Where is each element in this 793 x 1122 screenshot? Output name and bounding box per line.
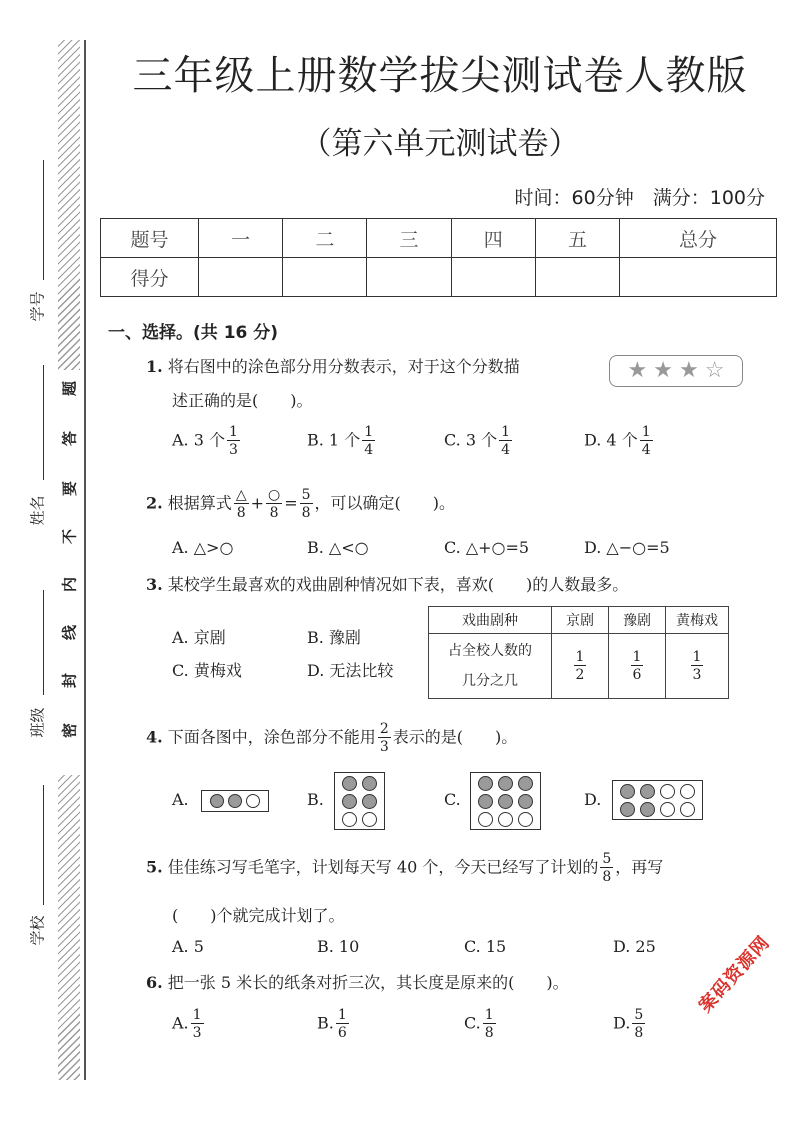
seal-char: 答 xyxy=(60,431,79,447)
school-blank xyxy=(43,785,44,905)
denominator: 8 xyxy=(301,505,311,521)
question-text: 将右图中的涂色部分用分数表示，对于这个分数描 xyxy=(167,357,520,376)
question-text-line2: 述正确的是( )。 xyxy=(172,391,313,410)
option-b[interactable]: B. 10 xyxy=(317,937,360,956)
option-label: A. 3 个 xyxy=(172,430,225,450)
empty-circle xyxy=(660,784,675,799)
denominator: 2 xyxy=(575,667,585,683)
question-text: 表示的是( )。 xyxy=(392,727,518,747)
option-a[interactable]: A. 5 xyxy=(172,937,204,956)
numerator: 5 xyxy=(301,487,311,503)
score-header-cell: 三 xyxy=(367,219,451,258)
name-label: 姓名 xyxy=(28,495,47,526)
question-text: ，可以确定( )。 xyxy=(314,493,456,513)
student-id-blank xyxy=(43,160,44,280)
option-label: B. 1 个 xyxy=(307,430,361,450)
option-label: C. xyxy=(464,1013,481,1033)
page-title: 三年级上册数学拔尖测试卷人教版 xyxy=(132,53,748,99)
numerator: 2 xyxy=(379,721,389,737)
score-cell[interactable] xyxy=(367,258,451,297)
question-4 xyxy=(146,722,517,754)
fraction xyxy=(300,488,313,520)
question-number: 2. xyxy=(146,493,163,513)
option-a[interactable]: A. △>○ xyxy=(172,538,234,557)
student-id-label: 学号 xyxy=(28,291,47,322)
filled-circle xyxy=(620,784,635,799)
question-5 xyxy=(146,852,663,884)
fraction xyxy=(336,1008,349,1040)
equals-sign: = xyxy=(284,493,298,513)
denominator: 4 xyxy=(641,442,651,458)
denominator: 4 xyxy=(364,442,374,458)
empty-circle xyxy=(680,784,695,799)
denominator: 6 xyxy=(632,667,642,683)
question-1 xyxy=(146,354,520,377)
difficulty-rating xyxy=(609,355,743,387)
drama-value-cell xyxy=(609,634,666,699)
filled-circle xyxy=(498,776,513,791)
question-text: 某校学生最喜欢的戏曲剧种情况如下表，喜欢( )的人数最多。 xyxy=(167,575,629,594)
question-3 xyxy=(146,572,628,595)
question-number: 6. xyxy=(146,973,163,992)
option-label: D. xyxy=(613,1013,631,1033)
section-heading: 一、选择。(共 16 分) xyxy=(108,323,279,343)
numerator: 1 xyxy=(364,424,374,440)
seal-char: 线 xyxy=(60,625,79,641)
score-header-cell: 四 xyxy=(451,219,535,258)
option-label: A. xyxy=(172,1013,189,1033)
question-text-line2: ( )个就完成计划了。 xyxy=(172,906,345,925)
option-d[interactable]: D. 25 xyxy=(613,937,656,956)
option-b[interactable]: B. △<○ xyxy=(307,538,369,557)
fraction xyxy=(234,488,249,520)
question-6 xyxy=(146,970,569,993)
numerator: 1 xyxy=(337,1007,347,1023)
question-2 xyxy=(146,488,455,520)
drama-value-row xyxy=(429,634,729,699)
denominator: 4 xyxy=(501,442,511,458)
fraction xyxy=(483,1008,496,1040)
time-info: 时间：60分钟 满分：100分 xyxy=(514,187,765,209)
fraction xyxy=(191,1008,204,1040)
question-text: ，再写 xyxy=(615,857,664,877)
score-cell[interactable] xyxy=(451,258,535,297)
numerator: 1 xyxy=(575,649,585,665)
filled-circle xyxy=(478,776,493,791)
option-a[interactable]: A. xyxy=(172,790,189,809)
numerator: 1 xyxy=(192,1007,202,1023)
filled-circle xyxy=(620,802,635,817)
score-table xyxy=(100,218,777,297)
question-number: 5. xyxy=(146,857,163,877)
filled-circle xyxy=(518,776,533,791)
denominator: 8 xyxy=(484,1025,494,1041)
star-filled-icon: ★ xyxy=(679,358,699,383)
drama-value-cell xyxy=(552,634,609,699)
numerator: 5 xyxy=(602,851,612,867)
denominator: 6 xyxy=(337,1025,347,1041)
option-c[interactable] xyxy=(464,1008,498,1040)
circle-icon: ○ xyxy=(268,487,281,503)
seal-char: 封 xyxy=(60,673,79,689)
option-label: B. xyxy=(317,1013,334,1033)
drama-header-cell: 戏曲剧种 xyxy=(429,607,552,634)
page-subtitle: （第六单元测试卷） xyxy=(300,126,580,162)
seal-char: 要 xyxy=(60,481,79,497)
star-filled-icon: ★ xyxy=(627,358,648,383)
fraction xyxy=(378,722,391,754)
option-a[interactable]: A. 京剧 xyxy=(172,628,226,647)
drama-header-cell: 黄梅戏 xyxy=(666,607,729,634)
option-d[interactable] xyxy=(584,425,655,457)
question-text: 下面各图中，涂色部分不能用 xyxy=(167,727,376,747)
denominator: 8 xyxy=(269,505,279,521)
numerator: 1 xyxy=(229,424,238,440)
star-empty-icon: ☆ xyxy=(704,358,725,383)
option-c[interactable]: C. △+○=5 xyxy=(444,538,530,557)
class-blank xyxy=(43,590,44,695)
filled-circle xyxy=(640,802,655,817)
name-blank xyxy=(43,365,44,480)
filled-circle xyxy=(478,794,493,809)
empty-circle xyxy=(660,802,675,817)
filled-circle xyxy=(210,794,224,808)
drama-header-row xyxy=(429,607,729,634)
score-cell[interactable] xyxy=(620,258,777,297)
seal-char: 题 xyxy=(60,381,79,397)
score-row-label: 得分 xyxy=(101,258,199,297)
filled-circle xyxy=(342,794,357,809)
denominator: 8 xyxy=(602,869,612,885)
option-d[interactable] xyxy=(613,1008,647,1040)
plus-sign: + xyxy=(250,493,264,513)
fraction xyxy=(600,852,613,884)
numerator: 1 xyxy=(484,1007,494,1023)
filled-circle xyxy=(342,776,357,791)
question-number: 3. xyxy=(146,575,163,594)
option-c[interactable] xyxy=(444,425,514,457)
margin-hatch-top xyxy=(58,40,80,370)
score-header-cell: 一 xyxy=(199,219,283,258)
option-label: D. 4 个 xyxy=(584,430,638,450)
row-label-line: 几分之几 xyxy=(462,673,518,689)
filled-circle xyxy=(362,776,377,791)
denominator: 8 xyxy=(634,1025,644,1041)
class-label: 班级 xyxy=(28,707,47,738)
empty-circle xyxy=(680,802,695,817)
question-text: 佳佳练习写毛笔字，计划每天写 40 个，今天已经写了计划的 xyxy=(167,857,599,877)
option-c[interactable]: C. xyxy=(444,790,461,809)
option-a[interactable] xyxy=(172,1008,206,1040)
drama-header-cell: 豫剧 xyxy=(609,607,666,634)
empty-circle xyxy=(518,812,533,827)
denominator: 3 xyxy=(379,739,389,755)
fraction xyxy=(640,425,653,457)
row-label-line: 占全校人数的 xyxy=(448,643,532,659)
drama-header-cell: 京剧 xyxy=(552,607,609,634)
question-number: 4. xyxy=(146,727,163,747)
denominator: 3 xyxy=(192,1025,202,1041)
figure-d xyxy=(612,780,703,820)
score-header-cell: 题号 xyxy=(101,219,199,258)
fraction xyxy=(574,650,587,682)
fraction xyxy=(362,425,375,457)
score-header-cell: 五 xyxy=(535,219,619,258)
numerator: 5 xyxy=(634,1007,644,1023)
seal-char: 不 xyxy=(60,529,79,545)
question-number: 1. xyxy=(146,357,163,376)
option-d[interactable]: D. △−○=5 xyxy=(584,538,670,557)
margin-line xyxy=(84,40,86,1080)
empty-circle xyxy=(498,812,513,827)
denominator: 3 xyxy=(692,667,702,683)
option-label: C. 3 个 xyxy=(444,430,498,450)
score-cell[interactable] xyxy=(283,258,367,297)
option-b[interactable] xyxy=(317,1008,351,1040)
numerator: 1 xyxy=(501,424,511,440)
option-c[interactable]: C. 黄梅戏 xyxy=(172,661,242,680)
empty-circle xyxy=(478,812,493,827)
triangle-icon: △ xyxy=(235,487,247,503)
option-d[interactable]: D. 无法比较 xyxy=(307,661,394,680)
option-b[interactable]: B. 豫剧 xyxy=(307,628,361,647)
drama-table xyxy=(428,606,729,699)
fraction xyxy=(631,650,644,682)
figure-a xyxy=(201,790,269,812)
fraction xyxy=(499,425,512,457)
question-text: 把一张 5 米长的纸条对折三次，其长度是原来的( )。 xyxy=(167,973,569,992)
fraction xyxy=(227,425,240,457)
filled-circle xyxy=(518,794,533,809)
star-filled-icon: ★ xyxy=(653,358,673,383)
fraction xyxy=(632,1008,645,1040)
school-label: 学校 xyxy=(28,915,47,946)
drama-value-cell xyxy=(666,634,729,699)
score-header-cell: 总分 xyxy=(620,219,777,258)
score-cell[interactable] xyxy=(199,258,283,297)
denominator: 3 xyxy=(229,442,238,458)
filled-circle xyxy=(362,794,377,809)
option-a[interactable] xyxy=(172,425,242,457)
watermark-logo: 案码资源网 xyxy=(694,932,775,1017)
fraction xyxy=(691,650,704,682)
figure-b xyxy=(334,772,385,830)
question-text: 根据算式 xyxy=(167,493,232,513)
filled-circle xyxy=(228,794,242,808)
figure-c xyxy=(470,772,541,830)
numerator: 1 xyxy=(632,649,642,665)
score-row xyxy=(101,258,777,297)
numerator: 1 xyxy=(641,424,651,440)
drama-row-label xyxy=(429,634,552,699)
option-c[interactable]: C. 15 xyxy=(464,937,507,956)
filled-circle xyxy=(640,784,655,799)
option-b[interactable]: B. xyxy=(307,790,324,809)
empty-circle xyxy=(246,794,260,808)
fraction xyxy=(266,488,282,520)
denominator: 8 xyxy=(236,505,246,521)
margin-hatch-bottom xyxy=(58,775,80,1080)
score-header-row xyxy=(101,219,777,258)
score-header-cell: 二 xyxy=(283,219,367,258)
seal-char: 内 xyxy=(60,577,79,593)
filled-circle xyxy=(498,794,513,809)
score-cell[interactable] xyxy=(535,258,619,297)
option-b[interactable] xyxy=(307,425,377,457)
empty-circle xyxy=(362,812,377,827)
seal-char: 密 xyxy=(60,723,79,739)
option-d[interactable]: D. xyxy=(584,790,602,809)
empty-circle xyxy=(342,812,357,827)
numerator: 1 xyxy=(692,649,702,665)
